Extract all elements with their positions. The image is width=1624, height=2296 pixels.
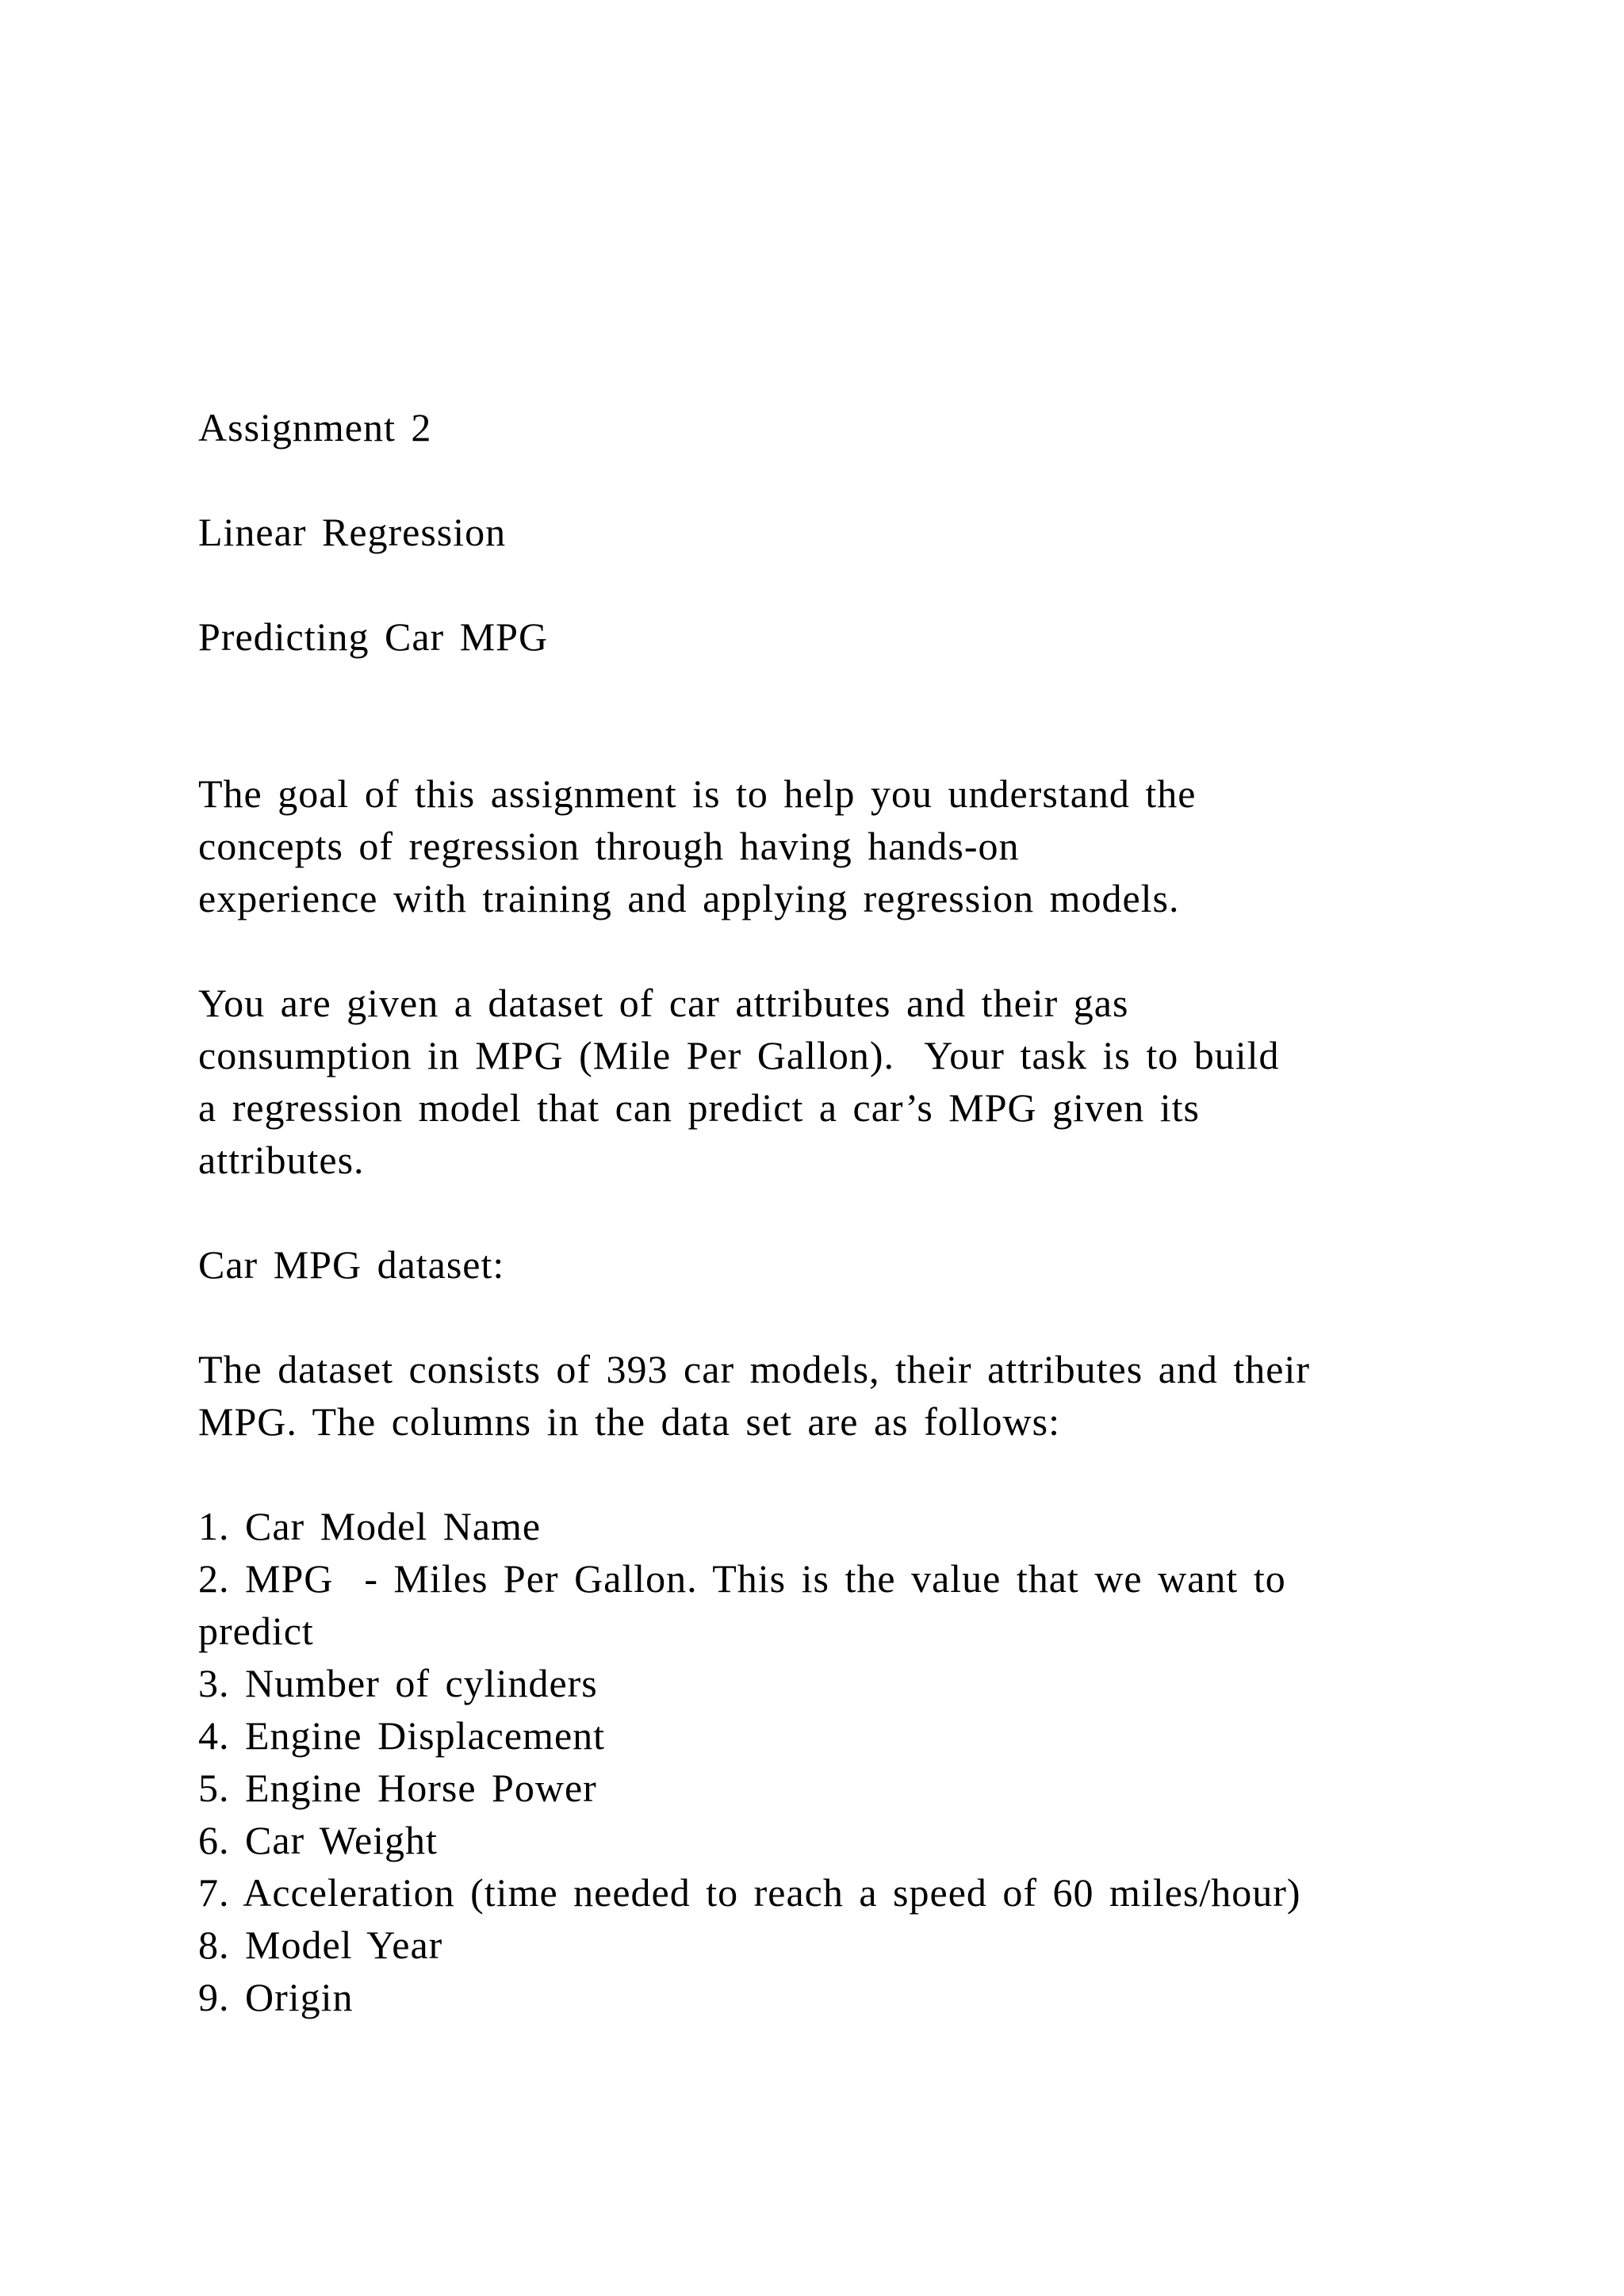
intro-paragraph bbox=[198, 767, 1546, 924]
list-item: 6. Car Weight bbox=[198, 1818, 438, 1862]
subject-title: Linear Regression bbox=[198, 510, 507, 554]
list-item: 4. Engine Displacement bbox=[198, 1713, 606, 1758]
assignment-title: Assignment 2 bbox=[198, 405, 432, 450]
task-paragraph bbox=[198, 977, 1546, 1186]
list-item: 8. Model Year bbox=[198, 1923, 443, 1967]
task-line: consumption in MPG (Mile Per Gallon). Your task is to build bbox=[198, 1033, 1280, 1077]
intro-line: The goal of this assignment is to help you understand the bbox=[198, 771, 1197, 816]
list-item: 1. Car Model Name bbox=[198, 1504, 542, 1548]
list-item: 5. Engine Horse Power bbox=[198, 1766, 597, 1810]
dataset-line: The dataset consists of 393 car models, their attributes and their bbox=[198, 1347, 1311, 1391]
intro-line: concepts of regression through having hands-on bbox=[198, 824, 1020, 868]
document-body bbox=[198, 401, 1546, 2023]
list-item: predict bbox=[198, 1609, 314, 1653]
list-item: 7. Acceleration (time needed to reach a speed of 60 miles/hour) bbox=[198, 1870, 1301, 1915]
task-line: attributes. bbox=[198, 1138, 365, 1182]
list-item: 2. MPG - Miles Per Gallon. This is the value that we want to bbox=[198, 1556, 1286, 1601]
task-line: You are given a dataset of car attributes and their gas bbox=[198, 981, 1129, 1025]
dataset-heading: Car MPG dataset: bbox=[198, 1242, 505, 1287]
dataset-paragraph bbox=[198, 1343, 1546, 1448]
task-line: a regression model that can predict a car’s MPG given its bbox=[198, 1085, 1200, 1130]
list-item: 3. Number of cylinders bbox=[198, 1661, 598, 1705]
topic-title: Predicting Car MPG bbox=[198, 614, 549, 659]
dataset-line: MPG. The columns in the data set are as follows: bbox=[198, 1399, 1061, 1444]
columns-list bbox=[198, 1500, 1546, 2023]
intro-line: experience with training and applying regression models. bbox=[198, 876, 1180, 920]
list-item: 9. Origin bbox=[198, 1975, 354, 2019]
